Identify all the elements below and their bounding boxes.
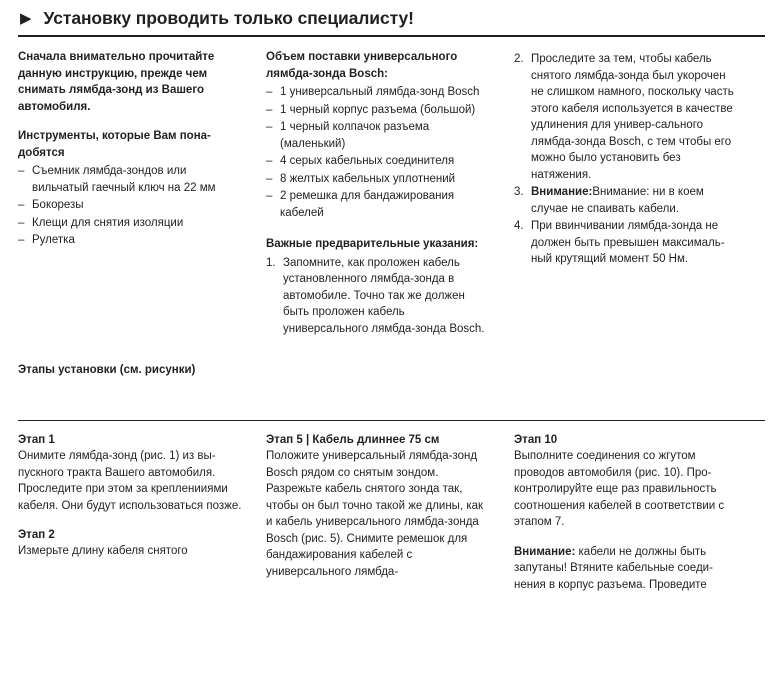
list-item: – 1 черный колпачок разъема (маленький)	[266, 119, 492, 152]
list-item: – Съемник лямбда-зондов или вильчатый гаечный ключ на 22 мм	[18, 163, 244, 196]
stage-heading: Этап 1	[18, 434, 55, 446]
list-item: – 4 серых кабельных соединителя	[266, 153, 492, 170]
stage-body: Положите универсальный лямбда-зонд Bosch рядом со снятым зондом. Разрежьте кабель снятого зонда так, чтобы он был точно такой же длины, как и кабель универсального лямбда-зонда Bosch (рис. 5). Снимите ремешок для бандажирования кабелей с универсального лямбда-	[266, 450, 484, 578]
stage-warning	[514, 544, 740, 594]
stage-body: Выполните соединения со жгутом проводов автомобиля (рис. 10). Про-контролируйте еще раз правильность соотношения кабелей в соответствии с этапом 7.	[514, 450, 725, 528]
column-left	[18, 49, 244, 338]
tools-heading: Инструменты, которые Вам пона-добятся	[18, 130, 211, 159]
list-item: Запомните, как проложен кабель установленного лямбда-зонда в автомобиле. Точно так же должен быть проложен кабель универсального лямбда-зонда Bosch.	[283, 256, 485, 335]
page-title: Установку проводить только специалисту!	[43, 8, 414, 28]
stage-column-1	[18, 432, 244, 593]
list-item: Проследите за тем, чтобы кабель снятого лямбда-зонда был укорочен не слишком намного, поскольку часть этого кабеля используется в качестве удлинения для универ-сального лямбда-зонда Bosch, с тем чтобы его можно было установить без натяжения.	[531, 53, 734, 181]
column-middle	[266, 49, 492, 338]
intro-paragraph: Сначала внимательно прочитайте данную инструкцию, прежде чем снимать лямбда-зонд из Вашего автомобиля.	[18, 51, 215, 113]
list-item: – Клещи для снятия изоляции	[18, 215, 244, 232]
stage-warning-text: кабели не должны быть запутаны! Втяните кабельные соеди-нения в корпус разъема. Проведите	[514, 545, 713, 591]
scope-list	[266, 84, 492, 221]
top-columns	[18, 37, 765, 338]
list-item: При ввинчивании лямбда-зонда не должен быть превышен максималь-ный крутящий момент 50 Нм.	[531, 220, 725, 265]
list-item: – 2 ремешка для бандажирования кабелей	[266, 188, 492, 221]
attention-label: Внимание:	[514, 545, 576, 558]
triangle-right-icon: ▶	[20, 10, 32, 27]
list-item-text: Внимание: ни в коем случае не спаивать кабели.	[531, 186, 704, 215]
tools-list	[18, 163, 244, 249]
scope-heading: Объем поставки универсального лямбда-зонда Bosch:	[266, 51, 458, 80]
stage-body: Онимите лямбда-зонд (рис. 1) из вы-пускного тракта Вашего автомобиля. Проследите при этом за крепленииями кабеля. Они будут использоваться позже.	[18, 450, 242, 512]
list-item: – 1 черный корпус разъема (большой)	[266, 102, 492, 119]
stages-title: Этапы установки (см. рисунки)	[18, 364, 196, 376]
stage-column-3	[514, 432, 740, 593]
stage-column-2	[266, 432, 492, 593]
notes-heading: Важные предварительные указания:	[266, 238, 479, 250]
list-item: – Бокорезы	[18, 197, 244, 214]
notes-list-right	[514, 51, 740, 268]
attention-label: Внимание:	[531, 186, 593, 198]
stage-body: Измерьте длину кабеля снятого	[18, 545, 188, 557]
list-item: – 8 желтых кабельных уплотнений	[266, 171, 492, 188]
stage-columns	[18, 421, 765, 593]
column-right	[514, 49, 740, 338]
stage-heading: Этап 5 | Кабель длиннее 75 см	[266, 434, 440, 446]
stage-heading: Этап 2	[18, 529, 55, 541]
stage-heading: Этап 10	[514, 434, 558, 446]
list-item: – 1 универсальный лямбда-зонд Bosch	[266, 84, 492, 101]
list-item	[514, 184, 740, 217]
page-header	[18, 0, 765, 37]
list-item: – Рулетка	[18, 232, 244, 249]
notes-list-middle	[266, 255, 492, 338]
